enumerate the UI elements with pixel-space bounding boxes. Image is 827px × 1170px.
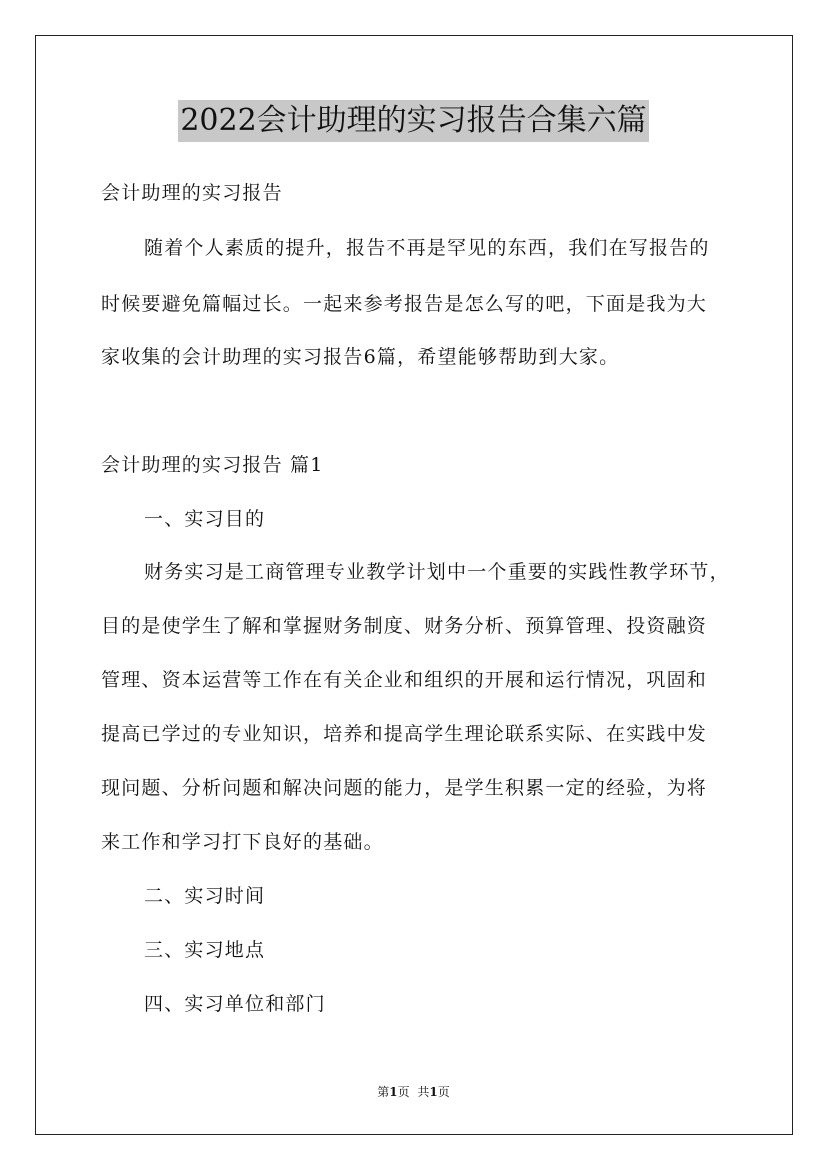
document-title: 2022会计助理的实习报告合集六篇 <box>178 100 648 142</box>
subtitle: 会计助理的实习报告 <box>101 182 283 204</box>
item4-heading: 四、实习单位和部门 <box>144 993 326 1015</box>
intro-line-3: 家收集的会计助理的实习报告6篇，希望能够帮助到大家。 <box>101 346 620 368</box>
item1-body-line-3: 管理、资本运营等工作在有关企业和组织的开展和运行情况，巩固和 <box>101 669 708 691</box>
total-label-prefix: 共 <box>417 1085 430 1099</box>
item1-body-line-5: 现问题、分析问题和解决问题的能力，是学生积累一定的经验，为将 <box>101 777 708 799</box>
item1-body-line-6: 来工作和学习打下良好的基础。 <box>101 831 384 853</box>
intro-line-1: 随着个人素质的提升，报告不再是罕见的东西，我们在写报告的 <box>144 237 710 259</box>
page-label-suffix: 页 <box>397 1085 410 1099</box>
page-number: 1 <box>389 1085 398 1099</box>
page-footer <box>0 1084 827 1100</box>
item1-body-line-2: 目的是使学生了解和掌握财务制度、财务分析、预算管理、投资融资 <box>101 615 708 637</box>
item1-body-line-1: 财务实习是工商管理专业教学计划中一个重要的实践性教学环节， <box>144 561 730 583</box>
item2-heading: 二、实习时间 <box>144 885 266 907</box>
intro-line-2: 时候要避免篇幅过长。一起来参考报告是怎么写的吧，下面是我为大 <box>101 293 708 315</box>
item1-body-line-4: 提高已学过的专业知识，培养和提高学生理论联系实际、在实践中发 <box>101 723 708 745</box>
total-pages: 1 <box>429 1085 438 1099</box>
title-container <box>0 100 827 142</box>
item1-heading: 一、实习目的 <box>144 508 266 530</box>
item3-heading: 三、实习地点 <box>144 939 266 961</box>
page-label-prefix: 第 <box>377 1085 390 1099</box>
section-heading: 会计助理的实习报告 篇1 <box>101 454 324 476</box>
total-label-suffix: 页 <box>437 1085 450 1099</box>
